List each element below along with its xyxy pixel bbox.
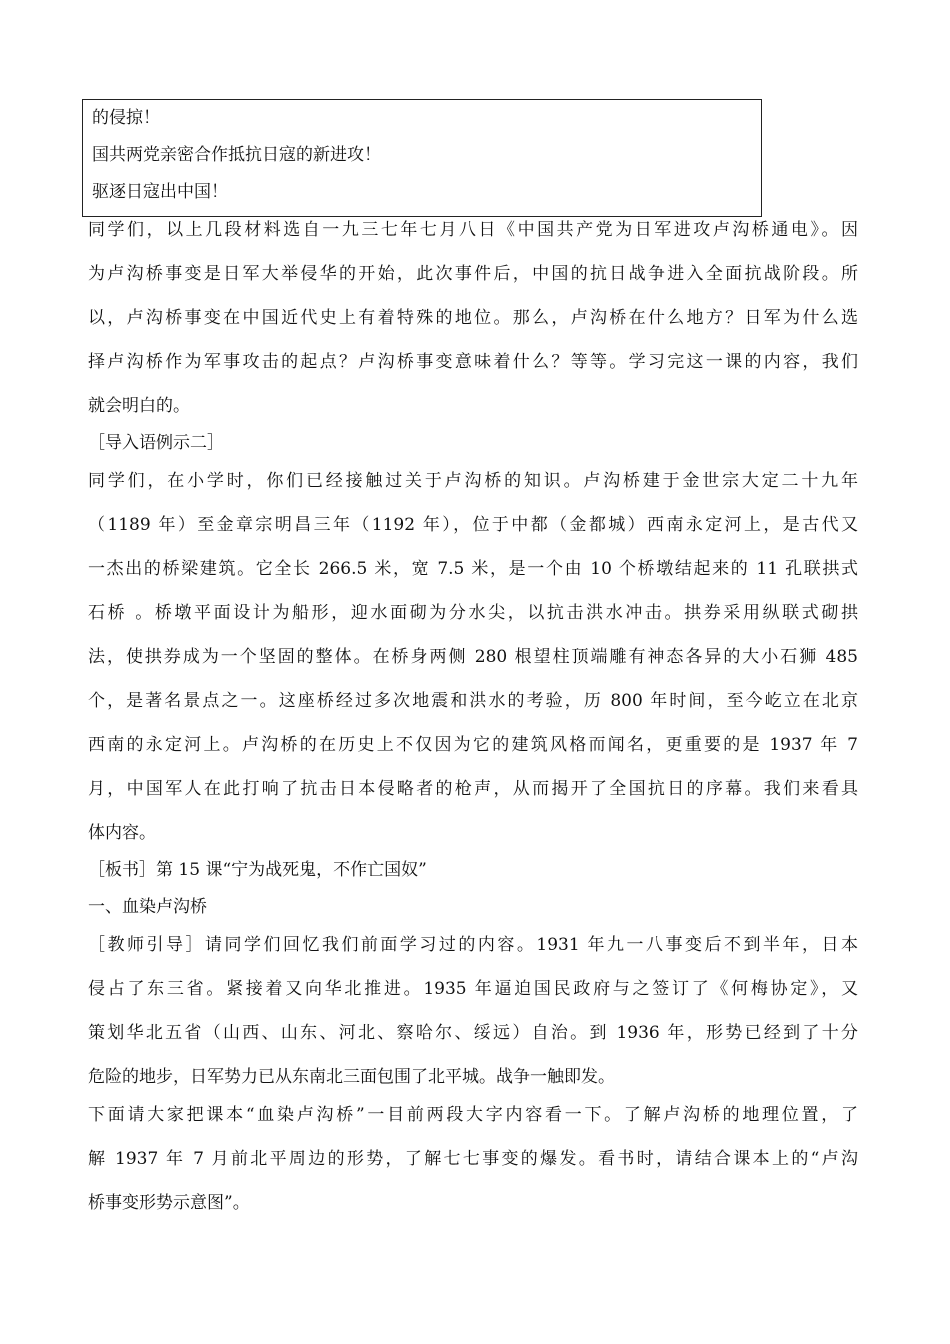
paragraph-line: 就会明白的。 (88, 396, 190, 416)
paragraph-line: 个，是著名景点之一。这座桥经过多次地震和洪水的考验，历 800 年时间，至今屹立在北京 (88, 691, 858, 711)
paragraph-line: 体内容。 (88, 823, 156, 843)
paragraph-line: 一杰出的桥梁建筑。它全长 266.5 米，宽 7.5 米，是一个由 10 个桥墩结起来的 11 孔联拱式 (88, 559, 858, 579)
paragraph-line: 同学们，以上几段材料选自一九三七年七月八日《中国共产党为日军进攻卢沟桥通电》。因 (88, 220, 858, 240)
section-title: 一、血染卢沟桥 (88, 897, 207, 917)
paragraph-line: 策划华北五省（山西、山东、河北、察哈尔、绥远）自治。到 1936 年，形势已经到了十分 (88, 1023, 858, 1043)
paragraph-line: 桥事变形势示意图”。 (88, 1193, 250, 1213)
paragraph-line: 石桥 。桥墩平面设计为船形，迎水面砌为分水尖，以抗击洪水冲击。拱券采用纵联式砌拱 (88, 603, 858, 623)
paragraph-line: 解 1937 年 7 月前北平周边的形势，了解七七事变的爆发。看书时，请结合课本上的“卢沟 (88, 1149, 858, 1169)
paragraph-line: 以，卢沟桥事变在中国近代史上有着特殊的地位。那么，卢沟桥在什么地方？日军为什么选 (88, 308, 858, 328)
quote-box (82, 99, 762, 217)
paragraph-line: 法，使拱券成为一个坚固的整体。在桥身两侧 280 根望柱顶端雕有神态各异的大小石狮 485 (88, 647, 858, 667)
quote-line: 的侵掠！ (92, 108, 160, 128)
paragraph-line: 侵占了东三省。紧接着又向华北推进。1935 年逼迫国民政府与之签订了《何梅协定》，又 (88, 979, 858, 999)
paragraph-line: 月，中国军人在此打响了抗击日本侵略者的枪声，从而揭开了全国抗日的序幕。我们来看具 (88, 779, 858, 799)
paragraph-line: （1189 年）至金章宗明昌三年（1192 年），位于中都（金都城）西南永定河上，是古代又 (88, 515, 858, 535)
paragraph-line: ［教师引导］请同学们回忆我们前面学习过的内容。1931 年九一八事变后不到半年，日本 (88, 935, 858, 955)
paragraph-line: 为卢沟桥事变是日军大举侵华的开始，此次事件后，中国的抗日战争进入全面抗战阶段。所 (88, 264, 858, 284)
section-heading: ［导入语例示二］ (88, 433, 224, 453)
paragraph-line: 西南的永定河上。卢沟桥的在历史上不仅因为它的建筑风格而闻名，更重要的是 1937 年 7 (88, 735, 858, 755)
paragraph-line: 同学们，在小学时，你们已经接触过关于卢沟桥的知识。卢沟桥建于金世宗大定二十九年 (88, 471, 858, 491)
board-title: ［板书］第 15 课“宁为战死鬼，不作亡国奴” (88, 860, 427, 880)
paragraph-line: 下面请大家把课本“血染卢沟桥”一目前两段大字内容看一下。了解卢沟桥的地理位置，了 (88, 1105, 858, 1125)
quote-line: 驱逐日寇出中国！ (92, 182, 228, 202)
paragraph-line: 择卢沟桥作为军事攻击的起点？卢沟桥事变意味着什么？等等。学习完这一课的内容，我们 (88, 352, 858, 372)
quote-line: 国共两党亲密合作抵抗日寇的新进攻！ (92, 145, 381, 165)
paragraph-line: 危险的地步，日军势力已从东南北三面包围了北平城。战争一触即发。 (88, 1067, 615, 1087)
